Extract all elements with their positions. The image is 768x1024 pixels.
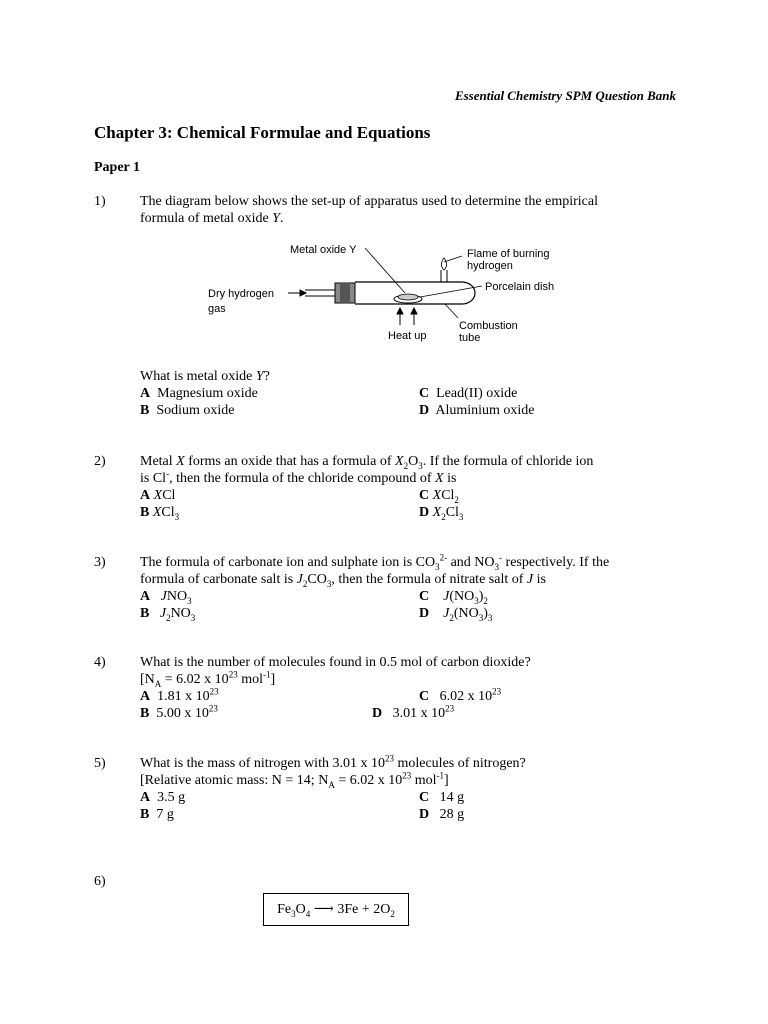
q3-option-a[interactable]: A $JNO_3$ [140,589,192,606]
book-header: Essential Chemistry SPM Question Bank [454,88,676,103]
label-dry-hydrogen: Dry hydrogen [208,288,275,300]
q1-option-c[interactable]: C Lead(II) oxide [419,386,518,401]
label-gas: gas [208,303,226,315]
question-5-stem: What is the mass of nitrogen with 3.01 x $10^{23}$ molecules of nitrogen? [140,753,526,771]
q1-option-b[interactable]: B Sodium oxide [140,403,235,418]
label-metal-oxide: Metal oxide Y [290,244,357,256]
chapter-title: Chapter 3: Chemical Formulae and Equations [94,123,431,142]
question-1-ask: What is metal oxide Y? [140,369,270,384]
label-flame: Flame of burning [467,248,550,260]
question-3-stem-line2: formula of carbonate salt is $J_2CO_3$, then the formula of nitrate salt of J is [140,572,546,589]
label-tube: tube [459,332,481,344]
question-3-number: 3) [94,555,106,570]
q3-option-b[interactable]: B $J_2NO_3$ [140,606,196,623]
label-porcelain-dish: Porcelain dish [485,281,555,293]
question-2-stem-line2: is Cl-, then the formula of the chloride compound of X is [140,468,457,486]
equation-box: $Fe_3O_4$ ⟶ $3Fe + 2O_2$ [263,893,409,926]
q4-option-a[interactable]: A 1.81 x $10^{23}$ [140,686,219,704]
q4-option-d[interactable]: D 3.01 x $10^{23}$ [372,703,455,721]
stopper-band [340,283,350,303]
question-4-constant: [$N_A = 6.02$ x $10^{23}$ mol$^{-1}$] [140,669,276,689]
q5-option-a[interactable]: A 3.5 g [140,790,186,805]
delivery-pipe [305,290,335,296]
jet-outlet [441,270,447,282]
question-4-stem: What is the number of molecules found in 0.5 mol of carbon dioxide? [140,655,531,670]
question-2-number: 2) [94,454,106,469]
question-2-stem: Metal X forms an oxide that has a formula of $X_2O_3$. If the formula of chloride ion [140,454,594,471]
paper-label: Paper 1 [94,160,141,175]
q1-option-a[interactable]: A Magnesium oxide [140,386,258,401]
question-5-constant: [Relative atomic mass: N = 14; $N_A = 6.02$ x $10^{23}$ mol$^{-1}$] [140,770,449,790]
q3-option-c[interactable]: C $J(NO_3)_2$ [419,589,488,606]
question-1-stem-line2: formula of metal oxide Y. [140,211,284,226]
q2-option-a[interactable]: A XCl [140,488,176,503]
flame-icon [441,258,446,270]
q2-option-c[interactable]: C XCl$_2$ [419,488,459,505]
q2-option-b[interactable]: B XCl$_3$ [140,505,180,522]
q3-option-d[interactable]: D $J_2(NO_3)_3$ [419,606,493,623]
label-flame-hydrogen: hydrogen [467,260,513,272]
question-5-number: 5) [94,756,106,771]
question-3-stem: The formula of carbonate ion and sulphate ion is $CO_3^{2-}$ and $NO_3^-$ respectively. If the [140,552,610,572]
q4-option-b[interactable]: B 5.00 x $10^{23}$ [140,703,218,721]
q5-option-c[interactable]: C 14 g [419,790,465,805]
question-4-number: 4) [94,655,106,670]
question-1-stem: The diagram below shows the set-up of apparatus used to determine the empirical [140,194,598,209]
label-combustion: Combustion [459,320,518,332]
q5-option-b[interactable]: B 7 g [140,807,174,822]
label-heat-up: Heat up [388,330,427,342]
q5-option-d[interactable]: D 28 g [419,807,465,822]
metal-oxide-sample [398,294,418,300]
q4-option-c[interactable]: C 6.02 x $10^{23}$ [419,686,502,704]
q1-option-d[interactable]: D Aluminium oxide [419,403,535,418]
label-lines [365,248,482,318]
question-1-number: 1) [94,194,106,209]
q2-option-d[interactable]: D $X_2Cl_3$ [419,505,464,522]
question-6-number: 6) [94,874,106,889]
